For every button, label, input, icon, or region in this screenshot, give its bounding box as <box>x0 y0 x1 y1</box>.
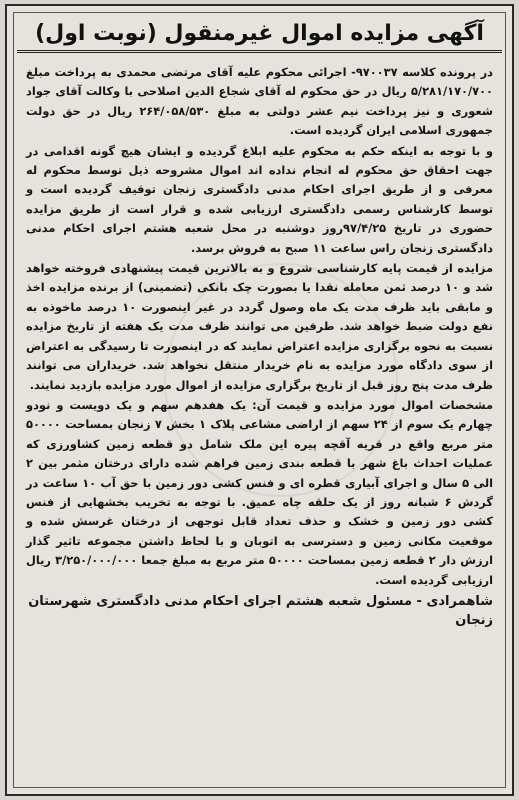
title-area <box>14 21 505 53</box>
paragraph-case: در پرونده کلاسه ۹۷۰۰۳۷- اجرائی محکوم علیه آقای مرتضی محمدی به پرداخت مبلغ ۵/۲۸۱/۱۷۰/۷۰۰ ریال در حق محکوم له آقای شجاع الدین اصلاحی با وکالت آقای جواد شعوری و نیز پرداخت نیم عشر دولتی به مبلغ ۲۶۴/۰۵۸/۵۳۰ ریال در حق دولت جمهوری اسلامی ایران گردیده است. <box>26 65 493 138</box>
notice-title: آگهی مزایده اموال غیرمنقول (نوبت اول) <box>17 21 502 53</box>
notice-inner-border <box>13 12 506 788</box>
notice-body <box>26 63 493 779</box>
paragraph-conditions: مزایده از قیمت پایه کارشناسی شروع و به بالاترین قیمت پیشنهادی فروخته خواهد شد و ۱۰ درصد ثمن معامله نقدا یا بصورت چک بانکی (تضمینی) از برنده مزایده اخذ و مابقی باید ظرف مدت یک ماه وصول گردد در غیر اینصورت ۱۰ درصد ماخوذه به نفع دولت ضبط خواهد شد. طرفین می توانند ظرف مدت یک هفته از تاریخ مزایده نسبت به نحوه برگزاری مزایده اعتراض نمایند که در اینصورت تا رسیدگی به اعتراض از سوی دادگاه مورد مزایده به نام خریدار منتقل نخواهد شد. خریداران می توانند ظرف مدت پنج روز قبل از تاریخ برگزاری مزایده از اموال مورد مزایده بازدید نمایند. <box>26 261 493 392</box>
paragraph-seizure: و با توجه به اینکه حکم به محکوم علیه ابلاغ گردیده و ایشان هیچ گونه اقدامی در جهت احقاق حق محکوم له انجام نداده اند اموال مشروحه ذیل توسط محکوم له معرفی و از طریق اجرای احکام مدنی دادگستری زنجان توقیف گردیده است و توسط کارشناس رسمی دادگستری ارزیابی شده و قرار است از طریق مزایده حضوری در تاریخ ۹۷/۴/۲۵روز دوشنبه در محل شعبه هشتم اجرای احکام مدنی دادگستری زنجان راس ساعت ۱۱ صبح به فروش برسد. <box>26 143 493 255</box>
signature-line: شاهمرادی - مسئول شعبه هشتم اجرای احکام مدنی دادگستری شهرستان زنجان <box>28 593 493 629</box>
paragraph-property: مشخصات اموال مورد مزایده و قیمت آن: یک هفدهم سهم و یک دویست و نودو چهارم یک سوم از ۲۴ سهم از اراضی مشاعی پلاک ۱ بخش ۷ زنجان بمساحت ۵۰۰۰۰ متر مربع واقع در قریه آقچه پیره این ملک شامل دو قطعه زمین کشاورزی که عملیات احداث باغ شهر با قطعه بندی زمین فراهم شده دارای درختان مثمر بین ۲ الی ۵ سال و اجرای آبیاری قطره ای و فنس کشی دور زمین با حق آب ۱۰ ساعت در گردش ۶ شبانه روز از یک حلقه چاه عمیق. با توجه به تخریب بخشهایی از فنس کشی دور زمین و خشک و حذف تعداد قابل توجهی از درختان غرسش شده و موقعیت مکانی زمین و دسترسی به اتوبان و با لحاظ داشتن مجموعه تاثیر گذار ارزش دار ۲ قطعه زمین بمساحت ۵۰۰۰۰ متر مربع به مبلغ جمعا ۳/۲۵۰/۰۰۰/۰۰۰ ریال ارزیابی گردیده است. <box>26 397 494 587</box>
notice-paper <box>5 4 514 796</box>
